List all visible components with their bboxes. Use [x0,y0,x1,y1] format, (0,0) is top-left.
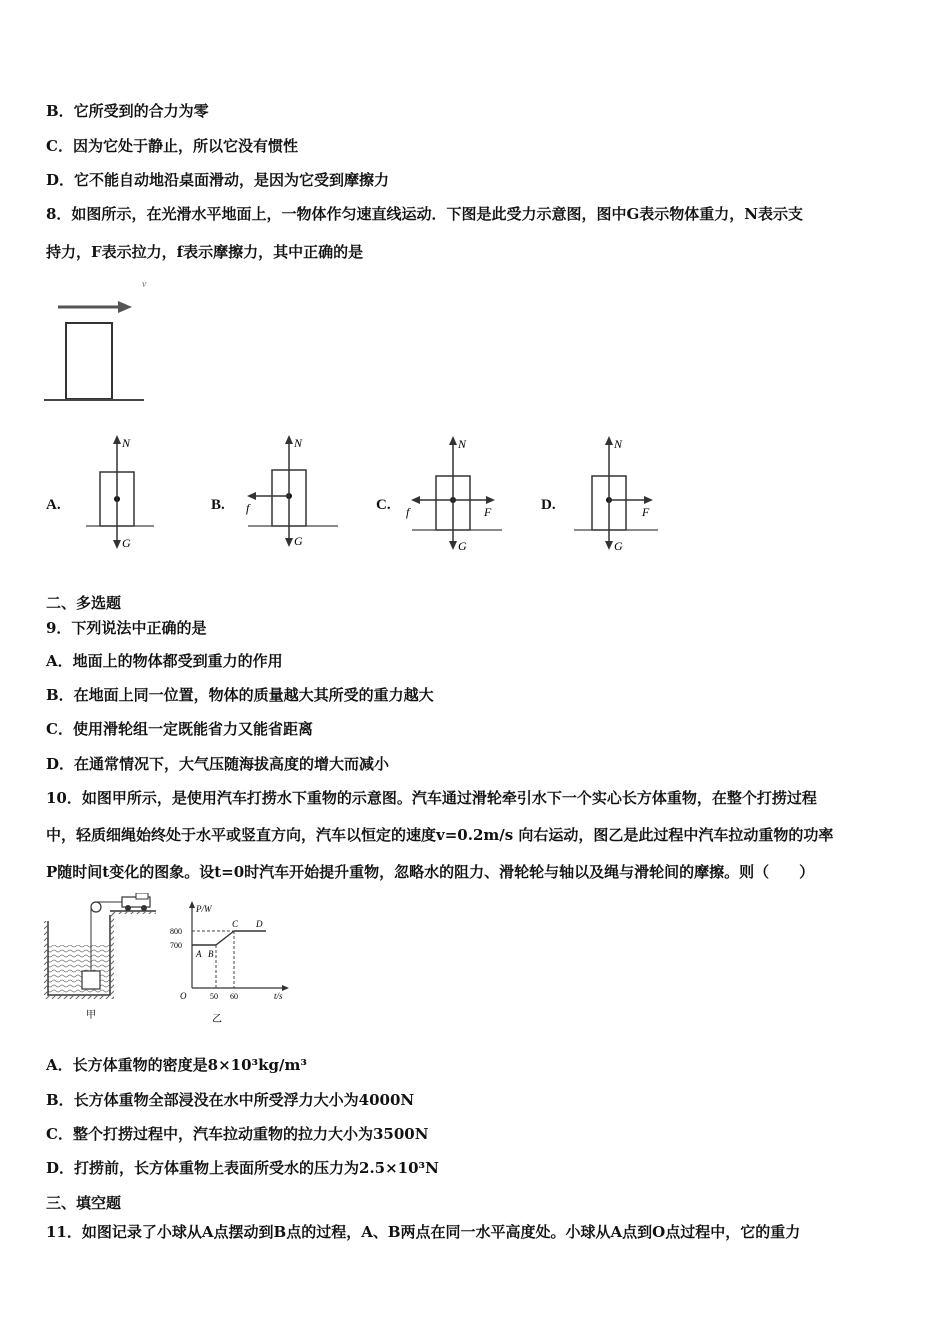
figure-jia-label: 甲 [86,1010,96,1021]
origin-label: O [180,991,187,1001]
q10-option-b: B．长方体重物全部浸没在水中所受浮力大小为4000N [46,1091,415,1109]
section-3-title: 三、填空题 [46,1194,122,1212]
power-line-segment [216,931,234,945]
force-f-label: f [406,505,410,519]
q10-option-c: C．整个打捞过程中，汽车拉动重物的拉力大小为3500N [46,1125,429,1143]
point-label-a: A [196,949,202,959]
q8-stem-line2: 持力，F表示拉力，f表示摩擦力，其中正确的是 [46,243,364,261]
q11-stem-line1: 11．如图记录了小球从A点摆动到B点的过程，A、B两点在同一水平高度处。小球从A点到O点过程中，它的重力 [46,1223,801,1241]
velocity-arrow-head [118,301,132,313]
q10-figure-jia [44,893,164,1028]
q7-option-d: D．它不能自动地沿桌面滑动，是因为它受到摩擦力 [46,171,390,189]
force-g-label: G [122,536,131,550]
q10-stem-line1: 10．如图甲所示，是使用汽车打捞水下重物的示意图。汽车通过滑轮牵引水下一个实心长方体重物，在整个打捞过程 [46,789,817,807]
q10-option-d: D．打捞前，长方体重物上表面所受水的压力为2.5×10³N [46,1159,439,1177]
q9-option-c: C．使用滑轮组一定既能省力又能省距离 [46,720,313,738]
truck [122,893,150,911]
force-n-label: N [458,437,467,451]
water [48,945,110,995]
point-label-c: C [232,919,239,929]
x-tick-label: 60 [230,992,238,1001]
q8-choice-a-label[interactable]: A. [46,497,61,513]
q8-choice-d-label[interactable]: D. [541,497,556,513]
section-2-title: 二、多选题 [46,594,122,612]
q8-main-figure [40,275,170,410]
force-n-label: N [122,436,131,450]
q8-choice-c-label[interactable]: C. [376,497,391,513]
q9-option-a: A．地面上的物体都受到重力的作用 [46,652,283,670]
force-n-label: N [294,436,303,450]
q10-figure-yi-chart [166,900,296,1025]
heavy-object [82,971,100,989]
q8-choice-b-diagram[interactable] [238,432,348,557]
q10-stem-line2: 中，轻质细绳始终处于水平或竖直方向，汽车以恒定的速度v=0.2m/s 向右运动，图乙是此过程中汽车拉动重物的功率 [46,826,834,844]
force-g-label: G [458,539,467,553]
velocity-label: v [142,279,147,290]
x-tick-label: 50 [210,992,218,1001]
q8-choice-a-diagram[interactable] [80,432,160,557]
q7-option-b: B．它所受到的合力为零 [46,102,209,120]
force-n-label: N [614,437,623,451]
force-g-label: G [294,534,303,548]
force-big-f-label: F [484,505,492,519]
point-label-d: D [256,919,263,929]
y-axis-label: P/W [196,904,212,914]
y-tick-label: 700 [170,941,182,950]
force-g-label: G [614,539,623,553]
q9-stem: 9．下列说法中正确的是 [46,619,207,637]
q10-option-a: A．长方体重物的密度是8×10³kg/m³ [46,1056,307,1074]
force-f-label: f [246,501,250,515]
x-axis-label: t/s [274,991,283,1001]
q8-stem-line1: 8．如图所示，在光滑水平地面上，一物体作匀速直线运动．下图是此受力示意图，图中G表示物体重力，N表示支 [46,205,803,223]
figure-yi-label: 乙 [212,1014,222,1025]
q9-option-d: D．在通常情况下，大气压随海拔高度的增大而减小 [46,755,390,773]
q10-stem-line3: P随时间t变化的图象。设t=0时汽车开始提升重物，忽略水的阻力、滑轮轮与轴以及绳与滑轮间的摩擦。则（ ） [46,863,815,881]
block [66,323,112,399]
point-label-b: B [208,949,214,959]
y-tick-label: 800 [170,927,182,936]
q9-option-b: B．在地面上同一位置，物体的质量越大其所受的重力越大 [46,686,434,704]
q7-option-c: C．因为它处于静止，所以它没有惯性 [46,137,298,155]
q8-choice-c-diagram[interactable] [398,432,513,557]
pulley [91,902,101,912]
q8-choice-d-diagram[interactable] [568,432,668,557]
force-big-f-label: F [642,505,650,519]
q8-choice-b-label[interactable]: B. [211,497,225,513]
